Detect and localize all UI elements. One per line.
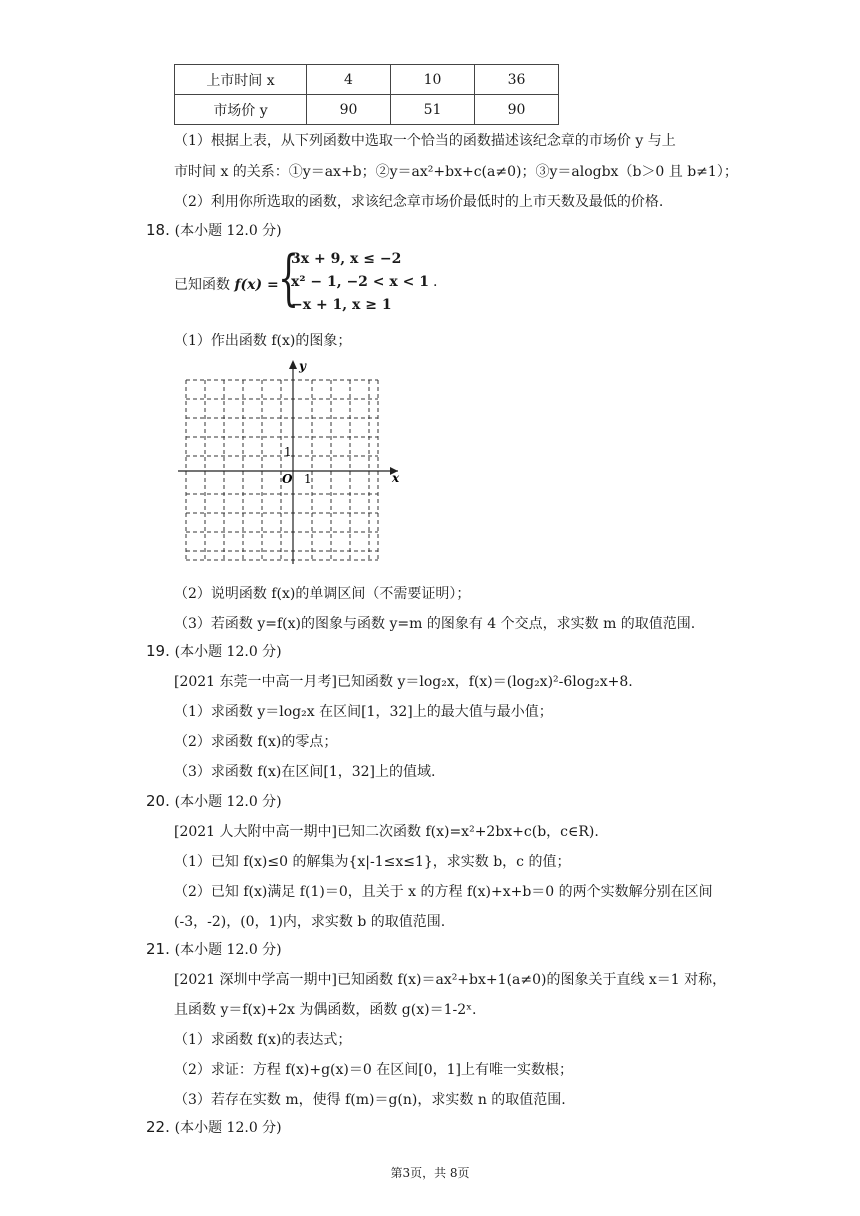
question-18-header <box>146 220 282 240</box>
question-points: (本小题 12.0 分) <box>174 1120 282 1136</box>
question-number: 22. <box>146 1118 170 1136</box>
y-axis-label: y <box>299 359 306 373</box>
q18-part1: （1）作出函数 f(x)的图象； <box>174 333 352 349</box>
piecewise-case-2: x² − 1, −2 < x < 1 <box>291 274 429 290</box>
grid-lines <box>186 380 378 560</box>
q20-part1: （1）已知 f(x)≤0 的解集为{x|-1≤x≤1}，求实数 b，c 的值； <box>174 854 571 870</box>
function-name: f(x) = <box>234 277 279 293</box>
question-19-header <box>146 641 282 661</box>
q20-intro: [2021 人大附中高一期中]已知二次函数 f(x)=x²+2bx+c(b，c∈R). <box>174 824 599 840</box>
q19-part1: （1）求函数 y＝log₂x 在区间[1，32]上的最大值与最小值； <box>174 704 553 720</box>
piecewise-period: . <box>433 274 438 290</box>
piecewise-brace: { <box>278 243 300 313</box>
table-cell: 51 <box>391 95 475 125</box>
question-21-header <box>146 939 282 959</box>
coordinate-grid <box>176 358 408 564</box>
table-cell: 4 <box>307 65 391 95</box>
question-20-header <box>146 791 282 811</box>
price-table <box>174 64 559 125</box>
table-cell: 90 <box>475 95 559 125</box>
piecewise-case-3: −x + 1, x ≥ 1 <box>291 297 392 313</box>
question-22-header <box>146 1117 282 1137</box>
question-points: (本小题 12.0 分) <box>174 644 282 660</box>
x-axis-label: x <box>392 471 400 485</box>
q18-part3: （3）若函数 y=f(x)的图象与函数 y=m 的图象有 4 个交点，求实数 m 的取值范围. <box>174 616 696 632</box>
y-axis-arrow-icon <box>289 360 297 369</box>
q18-intro-text: 已知函数 <box>174 277 230 293</box>
question-number: 21. <box>146 940 170 958</box>
table-header-price: 市场价 y <box>175 95 307 125</box>
question-points: (本小题 12.0 分) <box>174 942 282 958</box>
q19-part2: （2）求函数 f(x)的零点； <box>174 734 338 750</box>
question-number: 19. <box>146 642 170 660</box>
q18-intro <box>174 274 279 294</box>
axes <box>178 362 398 564</box>
question-number: 18. <box>146 221 170 239</box>
q20-part2-line1: （2）已知 f(x)满足 f(1)＝0，且关于 x 的方程 f(x)+x+b＝0 的两个实数解分别在区间 <box>174 884 713 900</box>
table-cell: 36 <box>475 65 559 95</box>
y-unit-label: 1 <box>284 445 292 459</box>
question-points: (本小题 12.0 分) <box>174 794 282 810</box>
question-number: 20. <box>146 792 170 810</box>
table-row <box>175 65 559 95</box>
table-row <box>175 95 559 125</box>
table-cell: 10 <box>391 65 475 95</box>
q17-part1-line2: 市时间 x 的关系：①y＝ax+b；②y＝ax²+bx+c(a≠0)；③y＝alogbx（b＞0 且 b≠1）； <box>174 164 738 180</box>
question-points: (本小题 12.0 分) <box>174 223 282 239</box>
q20-part2-line2: (-3，-2)，(0，1)内，求实数 b 的取值范围. <box>174 914 446 930</box>
piecewise-case-1: 3x + 9, x ≤ −2 <box>291 251 402 267</box>
q21-part1: （1）求函数 f(x)的表达式； <box>174 1032 352 1048</box>
q19-intro: [2021 东莞一中高一月考]已知函数 y＝log₂x，f(x)＝(log₂x)²-6log₂x+8. <box>174 674 633 690</box>
q17-part2: （2）利用你所选取的函数，求该纪念章市场价最低时的上市天数及最低的价格. <box>174 194 664 210</box>
page-footer: 第3页，共 8页 <box>390 1166 470 1180</box>
q18-part2: （2）说明函数 f(x)的单调区间（不需要证明）； <box>174 586 471 602</box>
q21-intro-line2: 且函数 y＝f(x)+2x 为偶函数，函数 g(x)＝1-2ˣ. <box>174 1002 477 1018</box>
origin-label: O <box>282 472 293 486</box>
q21-intro-line1: [2021 深圳中学高一期中]已知函数 f(x)＝ax²+bx+1(a≠0)的图象关于直线 x＝1 对称， <box>174 972 727 988</box>
x-unit-label: 1 <box>304 472 312 486</box>
q17-part1-line1: （1）根据上表，从下列函数中选取一个恰当的函数描述该纪念章的市场价 y 与上 <box>174 133 676 149</box>
q19-part3: （3）求函数 f(x)在区间[1，32]上的值域. <box>174 764 436 780</box>
table-header-time: 上市时间 x <box>175 65 307 95</box>
q21-part3: （3）若存在实数 m，使得 f(m)＝g(n)，求实数 n 的取值范围. <box>174 1092 566 1108</box>
table-cell: 90 <box>307 95 391 125</box>
q21-part2: （2）求证：方程 f(x)+g(x)＝0 在区间[0，1]上有唯一实数根； <box>174 1062 573 1078</box>
